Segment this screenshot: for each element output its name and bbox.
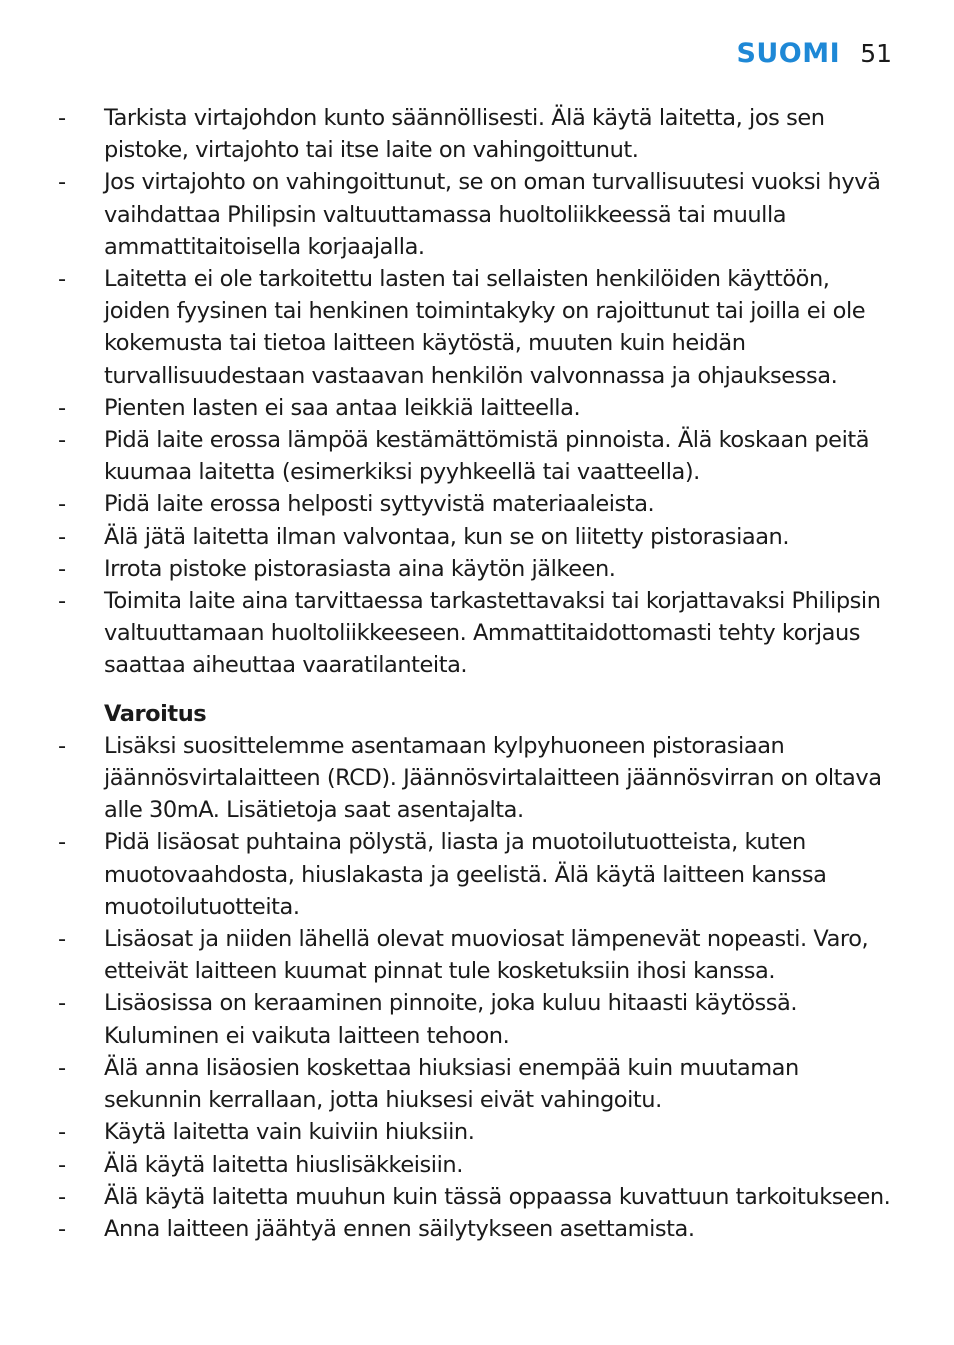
list-item: - Pidä laite erossa lämpöä kestämättömistä pinnoista. Älä koskaan peitä kuumaa laitetta (esimerkiksi pyyhkeellä tai vaatteella). <box>55 424 900 488</box>
page-header <box>736 38 892 69</box>
page-content <box>55 102 900 1245</box>
list-item: - Pienten lasten ei saa antaa leikkiä laitteella. <box>55 392 900 424</box>
list-item: - Lisäosissa on keraaminen pinnoite, joka kuluu hitaasti käytössä. Kuluminen ei vaikuta laitteen tehoon. <box>55 987 900 1051</box>
language-label: SUOMI <box>736 38 841 69</box>
list-item: - Älä käytä laitetta hiuslisäkkeisiin. <box>55 1149 900 1181</box>
list-item: - Pidä lisäosat puhtaina pölystä, liasta ja muotoilutuotteista, kuten muotovaahdosta, hiuslakasta ja geelistä. Älä käytä laitteen kanssa muotoilutuotteita. <box>55 826 900 923</box>
list-item: - Älä käytä laitetta muuhun kuin tässä oppaassa kuvattuun tarkoitukseen. <box>55 1181 900 1213</box>
page-number: 51 <box>860 39 892 68</box>
list-item: - Jos virtajohto on vahingoittunut, se on oman turvallisuutesi vuoksi hyvä vaihdattaa Philipsin valtuuttamassa huoltoliikkeessä tai muulla ammattitaitoisella korjaajalla. <box>55 166 900 263</box>
list-item: - Älä anna lisäosien koskettaa hiuksiasi enempää kuin muutaman sekunnin kerrallaan, jotta hiuksesi eivät vahingoitu. <box>55 1052 900 1116</box>
list-item: - Lisäksi suosittelemme asentamaan kylpyhuoneen pistorasiaan jäännösvirtalaitteen (RCD). Jäännösvirtalaitteen jäännösvirran on oltava alle 30mA. Lisätietoja saat asentajalta. <box>55 730 900 827</box>
list-item: - Irrota pistoke pistorasiasta aina käytön jälkeen. <box>55 553 900 585</box>
list-item: - Tarkista virtajohdon kunto säännöllisesti. Älä käytä laitetta, jos sen pistoke, virtajohto tai itse laite on vahingoittunut. <box>55 102 900 166</box>
list-item: - Käytä laitetta vain kuiviin hiuksiin. <box>55 1116 900 1148</box>
warning-heading: Varoitus <box>104 700 207 727</box>
list-item: - Laitetta ei ole tarkoitettu lasten tai sellaisten henkilöiden käyttöön, joiden fyysinen tai henkinen toimintakyky on rajoittunut tai joilla ei ole kokemusta tai tietoa laitteen käytöstä, muuten kuin heidän turvallisuudestaan vastaavan henkilön valvonnassa ja ohjauksessa. <box>55 263 900 392</box>
warning-list <box>55 730 900 1245</box>
safety-list <box>55 102 900 682</box>
list-item: - Pidä laite erossa helposti syttyvistä materiaaleista. <box>55 488 900 520</box>
list-item: - Lisäosat ja niiden lähellä olevat muoviosat lämpenevät nopeasti. Varo, etteivät laitteen kuumat pinnat tule kosketuksiin ihosi kanssa. <box>55 923 900 987</box>
list-item: - Älä jätä laitetta ilman valvontaa, kun se on liitetty pistorasiaan. <box>55 521 900 553</box>
list-item: - Anna laitteen jäähtyä ennen säilytykseen asettamista. <box>55 1213 900 1245</box>
list-item: - Toimita laite aina tarvittaessa tarkastettavaksi tai korjattavaksi Philipsin valtuuttamaan huoltoliikkeeseen. Ammattitaidottomasti tehty korjaus saattaa aiheuttaa vaaratilanteita. <box>55 585 900 682</box>
